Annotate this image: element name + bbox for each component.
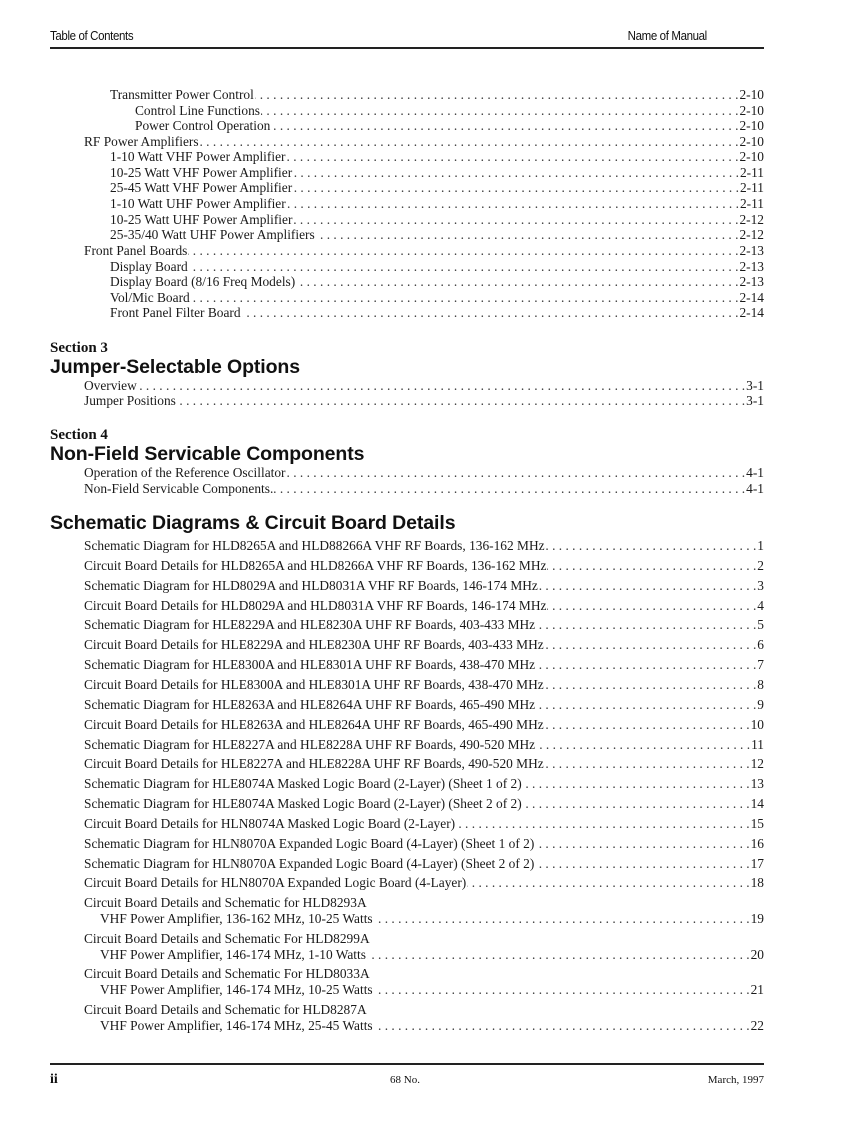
toc-entry-title: Circuit Board Details for HLE8229A and HLE8230A UHF RF Boards, 403-433 MHz: [84, 637, 544, 653]
toc-entry-page: 4-1: [746, 465, 764, 480]
toc-entry-title: Vol/Mic Board: [110, 290, 190, 305]
dot-leader: [536, 617, 756, 633]
toc-entry-title-line1: Circuit Board Details and Schematic For HLD8299A: [84, 930, 370, 946]
dot-leader: [467, 875, 749, 891]
dot-leader: [293, 180, 739, 196]
dot-leader: [545, 756, 750, 772]
toc-entry-page: 11: [751, 736, 764, 752]
toc-entry[interactable]: [84, 717, 764, 733]
section-3-number: Section 3: [50, 340, 108, 356]
toc-entry[interactable]: [84, 856, 764, 872]
toc-entry-title: Power Control Operation: [135, 118, 271, 133]
toc-entry-title-line2: VHF Power Amplifier, 146-174 MHz, 10-25 Watts: [100, 982, 373, 997]
dot-leader: [188, 243, 738, 259]
dot-leader: [374, 1018, 750, 1034]
toc-entry-page: 2-13: [739, 243, 764, 258]
dot-leader: [261, 103, 738, 119]
dot-leader: [293, 212, 738, 228]
toc-entry-multiline[interactable]: [84, 1002, 764, 1018]
toc-entry-page: 20: [750, 946, 764, 962]
toc-entry-page: 18: [750, 875, 764, 891]
toc-entry-page: 15: [750, 815, 764, 831]
toc-entry[interactable]: [84, 393, 764, 409]
toc-entry[interactable]: [84, 697, 764, 713]
toc-entry[interactable]: [84, 538, 764, 554]
toc-entry[interactable]: [84, 578, 764, 594]
footer-center: 68 No.: [390, 1074, 420, 1086]
toc-entry-page: 9: [757, 696, 764, 712]
header-rule: [50, 47, 764, 49]
toc-entry[interactable]: [110, 149, 764, 165]
toc-entry[interactable]: [84, 378, 764, 394]
toc-entry-page: 2-13: [739, 274, 764, 289]
toc-entry[interactable]: [84, 465, 764, 481]
toc-entry-title: RF Power Amplifiers: [84, 134, 199, 149]
toc-entry[interactable]: [84, 756, 764, 772]
toc-entry-page: 10: [750, 716, 764, 732]
dot-leader: [536, 737, 750, 753]
dot-leader: [547, 558, 756, 574]
toc-entry[interactable]: [84, 875, 764, 891]
toc-entry-page: 2-12: [739, 212, 764, 227]
toc-entry-page: 2-10: [739, 118, 764, 133]
toc-entry[interactable]: [110, 212, 764, 228]
dot-leader: [316, 227, 739, 243]
toc-entry[interactable]: [135, 103, 764, 119]
toc-entry-page: 5: [757, 617, 764, 633]
dot-leader: [367, 947, 750, 963]
toc-entry-page: 3: [757, 577, 764, 593]
dot-leader: [271, 118, 738, 134]
toc-entry[interactable]: [100, 947, 764, 963]
toc-entry-page: 22: [750, 1017, 764, 1033]
dot-leader: [535, 836, 749, 852]
toc-entry-page: 2: [757, 557, 764, 573]
toc-entry-page: 19: [750, 911, 764, 926]
header-right: Name of Manual: [627, 29, 707, 43]
footer-rule: [50, 1063, 764, 1065]
toc-entry-title: Overview: [84, 378, 137, 393]
dot-leader: [539, 578, 756, 594]
toc-entry-title: 1-10 Watt VHF Power Amplifier: [110, 149, 286, 164]
toc-entry[interactable]: [100, 982, 764, 998]
toc-entry-multiline[interactable]: [84, 931, 764, 947]
toc-entry-title: Display Board (8/16 Freq Models): [110, 274, 296, 289]
toc-entry-title: Schematic Diagram for HLN8070A Expanded Logic Board (4-Layer) (Sheet 2 of 2): [84, 855, 535, 871]
toc-entry[interactable]: [135, 118, 764, 134]
toc-entry-title: Schematic Diagram for HLE8074A Masked Logic Board (2-Layer) (Sheet 2 of 2): [84, 796, 522, 812]
toc-entry-title: Schematic Diagram for HLE8074A Masked Logic Board (2-Layer) (Sheet 1 of 2): [84, 776, 522, 792]
toc-entry[interactable]: [110, 87, 764, 103]
toc-entry[interactable]: [110, 274, 764, 290]
toc-entry[interactable]: [84, 816, 764, 832]
toc-entry-page: 7: [757, 657, 764, 673]
toc-entry-page: 2-13: [739, 259, 764, 274]
toc-entry[interactable]: [100, 1018, 764, 1034]
toc-entry-page: 13: [750, 776, 764, 792]
toc-entry-page: 8: [757, 676, 764, 692]
toc-entry-page: 2-10: [739, 149, 764, 164]
toc-entry-title: Schematic Diagram for HLE8263A and HLE8264A UHF RF Boards, 465-490 MHz: [84, 696, 536, 712]
toc-entry[interactable]: [84, 243, 764, 259]
toc-entry-page: 2-11: [739, 165, 764, 180]
toc-entry-page: 2-11: [739, 196, 764, 211]
toc-entry-page: 4-1: [746, 481, 764, 496]
dot-leader: [535, 856, 749, 872]
toc-entry-title: 10-25 Watt VHF Power Amplifier: [110, 165, 293, 180]
toc-entry-page: 14: [750, 796, 764, 812]
schematics-title: Schematic Diagrams & Circuit Board Details: [50, 512, 456, 534]
toc-entry[interactable]: [84, 677, 764, 693]
toc-entry-title: Schematic Diagram for HLE8227A and HLE8228A UHF RF Boards, 490-520 MHz: [84, 736, 536, 752]
dot-leader: [293, 165, 739, 181]
dot-leader: [296, 274, 738, 290]
toc-entry[interactable]: [110, 305, 764, 321]
dot-leader: [546, 538, 757, 554]
dot-leader: [189, 259, 739, 275]
toc-entry[interactable]: [84, 737, 764, 753]
toc-entry-page: 2-10: [739, 87, 764, 102]
toc-entry[interactable]: [84, 776, 764, 792]
toc-entry[interactable]: [84, 657, 764, 673]
toc-entry-title: Non-Field Servicable Components.: [84, 481, 274, 496]
dot-leader: [287, 465, 746, 481]
toc-entry-title: Circuit Board Details for HLD8265A and HLD8266A VHF RF Boards, 136-162 MHz: [84, 557, 547, 573]
toc-entry-title: 25-35/40 Watt UHF Power Amplifiers: [110, 227, 315, 242]
toc-entry[interactable]: [84, 134, 764, 150]
dot-leader: [177, 393, 745, 409]
toc-entry[interactable]: [110, 165, 764, 181]
toc-entry-title: Transmitter Power Control: [110, 87, 254, 102]
toc-entry-title-line1: Circuit Board Details and Schematic for HLD8293A: [84, 895, 367, 910]
header-left: Table of Contents: [50, 29, 134, 43]
toc-entry-title: Circuit Board Details for HLD8029A and HLD8031A VHF RF Boards, 146-174 MHz: [84, 597, 547, 613]
page-header: [50, 29, 764, 47]
toc-entry[interactable]: [110, 180, 764, 196]
toc-entry-page: 2-14: [739, 305, 764, 320]
toc-entry-title: 25-45 Watt VHF Power Amplifier: [110, 180, 293, 195]
toc-entry-page: 1: [757, 538, 764, 553]
dot-leader: [374, 982, 750, 998]
dot-leader: [274, 481, 745, 497]
dot-leader: [545, 717, 750, 733]
toc-entry[interactable]: [84, 481, 764, 497]
toc-entry-title: Schematic Diagram for HLE8300A and HLE8301A UHF RF Boards, 438-470 MHz: [84, 657, 536, 673]
toc-entry[interactable]: [110, 290, 764, 306]
toc-entry-title: Display Board: [110, 259, 188, 274]
toc-entry[interactable]: [84, 617, 764, 633]
toc-entry-title: 1-10 Watt UHF Power Amplifier: [110, 196, 286, 211]
toc-entry[interactable]: [84, 558, 764, 574]
dot-leader: [536, 657, 756, 673]
toc-entry-title: Control Line Functions: [135, 103, 260, 118]
dot-leader: [545, 637, 757, 653]
section-4-title: Non-Field Servicable Components: [50, 443, 365, 465]
toc-entry-multiline[interactable]: [84, 966, 764, 982]
toc-entry-title-line1: Circuit Board Details and Schematic For HLD8033A: [84, 966, 370, 981]
dot-leader: [547, 598, 756, 614]
toc-entry[interactable]: [84, 836, 764, 852]
toc-entry-page: 6: [757, 637, 764, 653]
toc-entry-title: Schematic Diagram for HLD8029A and HLD8031A VHF RF Boards, 146-174 MHz: [84, 577, 538, 593]
dot-leader: [286, 149, 738, 165]
dot-leader: [138, 378, 745, 394]
dot-leader: [523, 776, 750, 792]
toc-entry-page: 2-11: [739, 180, 764, 195]
toc-entry[interactable]: [100, 911, 764, 927]
toc-entry[interactable]: [110, 259, 764, 275]
dot-leader: [191, 290, 739, 306]
toc-entry-title: Circuit Board Details for HLE8263A and HLE8264A UHF RF Boards, 465-490 MHz: [84, 716, 544, 732]
toc-entry-page: 16: [750, 835, 764, 851]
dot-leader: [523, 796, 750, 812]
toc-entry-title: Schematic Diagram for HLN8070A Expanded Logic Board (4-Layer) (Sheet 1 of 2): [84, 835, 535, 851]
toc-entry-page: 3-1: [746, 378, 764, 393]
toc-entry-page: 2-10: [739, 134, 764, 149]
toc-entry[interactable]: [84, 637, 764, 653]
toc-entry-title: Front Panel Filter Board: [110, 305, 241, 320]
toc-entry[interactable]: [110, 196, 764, 212]
footer-page-number: ii: [50, 1072, 58, 1087]
dot-leader: [456, 816, 749, 832]
toc-entry-title: Circuit Board Details for HLE8227A and HLE8228A UHF RF Boards, 490-520 MHz: [84, 756, 544, 772]
toc-entry-title: Jumper Positions: [84, 393, 176, 408]
toc-entry[interactable]: [110, 227, 764, 243]
toc-entry[interactable]: [84, 796, 764, 812]
toc-entry-title: Schematic Diagram for HLD8265A and HLD88266A VHF RF Boards, 136-162 MHz: [84, 538, 545, 553]
toc-entry-title: Circuit Board Details for HLN8074A Masked Logic Board (2-Layer): [84, 815, 456, 831]
section-3-title: Jumper-Selectable Options: [50, 356, 300, 378]
dot-leader: [287, 196, 739, 212]
toc-entry[interactable]: [84, 598, 764, 614]
toc-entry-page: 2-12: [739, 227, 764, 242]
toc-entry-title: Circuit Board Details for HLN8070A Expanded Logic Board (4-Layer): [84, 875, 467, 891]
section-4-number: Section 4: [50, 427, 108, 443]
toc-entry-page: 17: [750, 855, 764, 871]
toc-entry-title: 10-25 Watt UHF Power Amplifier: [110, 212, 293, 227]
dot-leader: [255, 87, 739, 103]
toc-entry-title: Circuit Board Details for HLE8300A and HLE8301A UHF RF Boards, 438-470 MHz: [84, 676, 544, 692]
dot-leader: [374, 911, 750, 927]
toc-entry-title: Schematic Diagram for HLE8229A and HLE8230A UHF RF Boards, 403-433 MHz: [84, 617, 536, 633]
toc-entry-title-line1: Circuit Board Details and Schematic for HLD8287A: [84, 1001, 367, 1017]
toc-entry-title-line2: VHF Power Amplifier, 136-162 MHz, 10-25 Watts: [100, 911, 373, 926]
toc-entry-multiline[interactable]: [84, 895, 764, 911]
toc-entry-page: 12: [750, 756, 764, 772]
toc-entry-title-line2: VHF Power Amplifier, 146-174 MHz, 1-10 Watts: [100, 946, 366, 962]
dot-leader: [200, 134, 739, 150]
toc-entry-page: 2-14: [739, 290, 764, 305]
dot-leader: [545, 677, 757, 693]
toc-entry-page: 21: [750, 982, 764, 997]
toc-entry-page: 3-1: [746, 393, 764, 408]
dot-leader: [242, 305, 739, 321]
toc-entry-page: 4: [757, 597, 764, 613]
footer-date: March, 1997: [707, 1074, 764, 1086]
dot-leader: [536, 697, 756, 713]
toc-entry-title-line2: VHF Power Amplifier, 146-174 MHz, 25-45 Watts: [100, 1017, 373, 1033]
toc-entry-page: 2-10: [739, 103, 764, 118]
toc-entry-title: Front Panel Boards: [84, 243, 188, 258]
toc-entry-title: Operation of the Reference Oscillator: [84, 465, 286, 480]
